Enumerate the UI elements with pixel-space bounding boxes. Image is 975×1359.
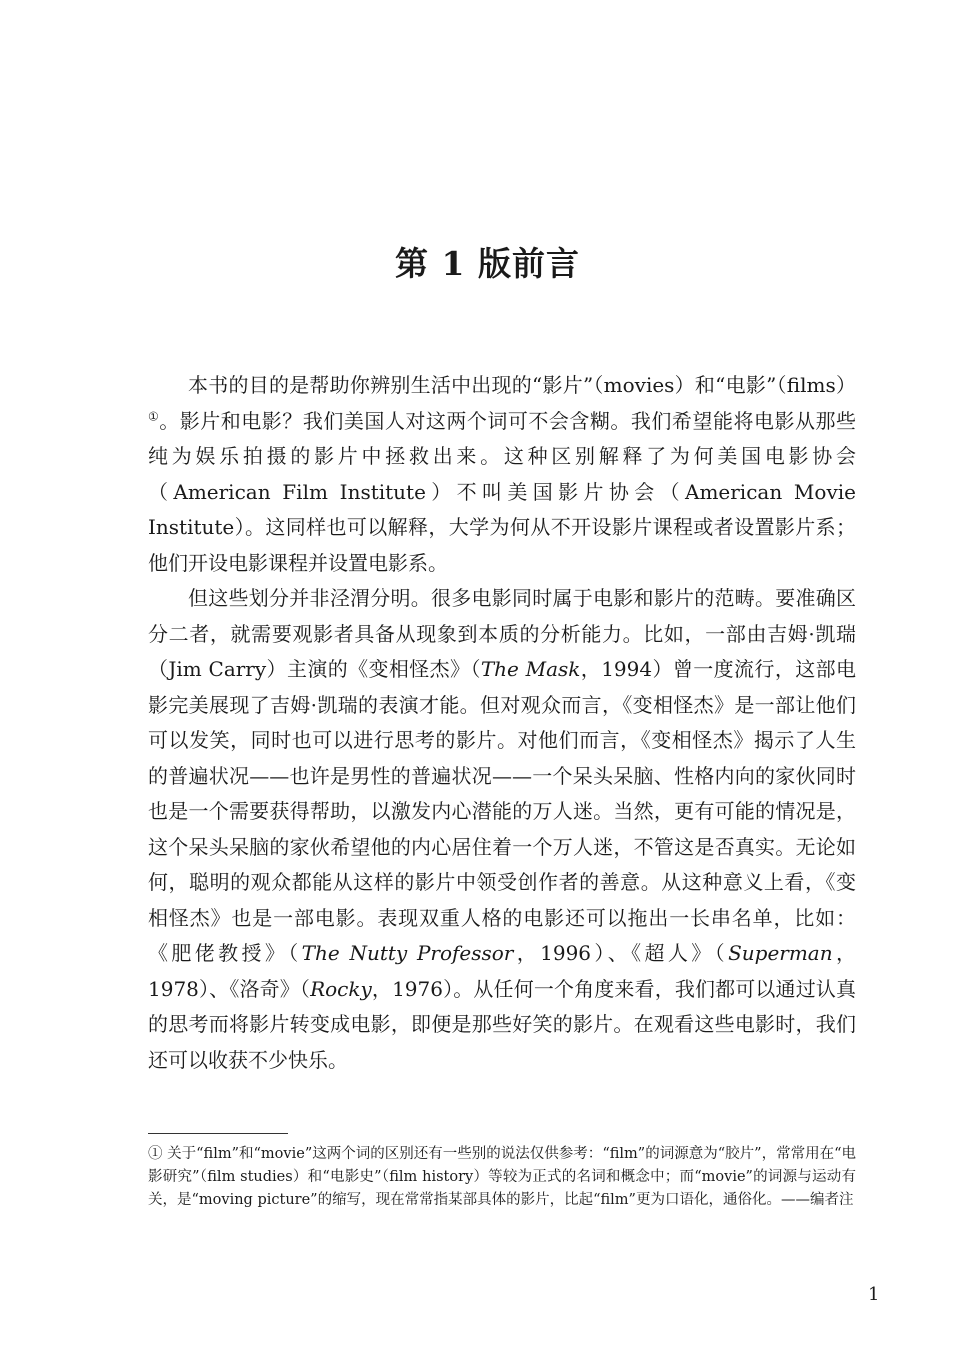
film-title-italic: The Mask xyxy=(480,657,581,681)
paragraph-text: 。影片和电影？我们美国人对这两个词可不会含糊。我们希望能将电影从那些纯为娱乐拍摄的影片中拯救出来。这种区别解释了为何美国电影协会（American Film Institute）不叫美国影片协会（American Movie Institute）。这同样也可以解释，大学为何从不开设影片课程或者设置影片系；他们开设电影课程并设置电影系。 xyxy=(148,408,856,575)
paragraph-text: 但这些划分并非泾渭分明。很多电影同时属于电影和影片的范畴。要准确区分二者，就需要观影者具备从现象到本质的分析能力。比如，一部由吉姆·凯瑞（Jim Carry）主演的《变相怪杰》（ xyxy=(148,586,856,681)
paragraph-2 xyxy=(148,581,856,1078)
paragraph-1 xyxy=(148,368,856,581)
film-title-italic: The Nutty Professor xyxy=(301,941,514,965)
page-title: 第 1 版前言 xyxy=(395,244,580,283)
page-number: 1 xyxy=(868,1284,880,1305)
footnote-divider xyxy=(148,1133,288,1134)
film-title-italic: Superman xyxy=(728,941,833,965)
paragraph-text: ，1996）、《超人》（ xyxy=(513,941,729,965)
footnote: ① 关于“film”和“movie”这两个词的区别还有一些别的说法仅供参考：“film”的词源意为“胶片”，常常用在“电影研究”（film studies）和“电影史”（film history）等较为正式的名词和概念中；而“movie”的词源与运动有关，是“moving picture”的缩写，现在常常指某部具体的影片，比起“film”更为口语化，通俗化。——编者注 xyxy=(148,1146,856,1208)
body-text xyxy=(148,368,856,1078)
paragraph-text: ，1978）、《洛奇》（ xyxy=(148,941,857,1001)
paragraph-text: 本书的目的是帮助你辨别生活中出现的“影片”（movies）和“电影”（films） xyxy=(188,373,856,397)
paragraph-text: ，1994）曾一度流行，这部电影完美展现了吉姆·凯瑞的表演才能。但对观众而言，《变相怪杰》是一部让他们可以发笑，同时也可以进行思考的影片。对他们而言，《变相怪杰》揭示了人生的普遍状况——也许是男性的普遍状况——一个呆头呆脑、性格内向的家伙同时也是一个需要获得帮助，以激发内心潜能的万人迷。当然，更有可能的情况是，这个呆头呆脑的家伙希望他的内心居住着一个万人迷，不管这是否真实。无论如何，聪明的观众都能从这样的影片中领受创作者的善意。从这种意义上看，《变相怪杰》也是一部电影。表现双重人格的电影还可以拖出一长串名单，比如：《肥佬教授》（ xyxy=(148,657,856,965)
footnote-marker[interactable]: ① xyxy=(148,408,160,423)
film-title-italic: Rocky xyxy=(310,976,372,1001)
paragraph-text: ，1976）。从任何一个角度来看，我们都可以通过认真的思考而将影片转变成电影，即便是那些好笑的影片。在观看这些电影时，我们还可以收获不少快乐。 xyxy=(148,976,856,1072)
